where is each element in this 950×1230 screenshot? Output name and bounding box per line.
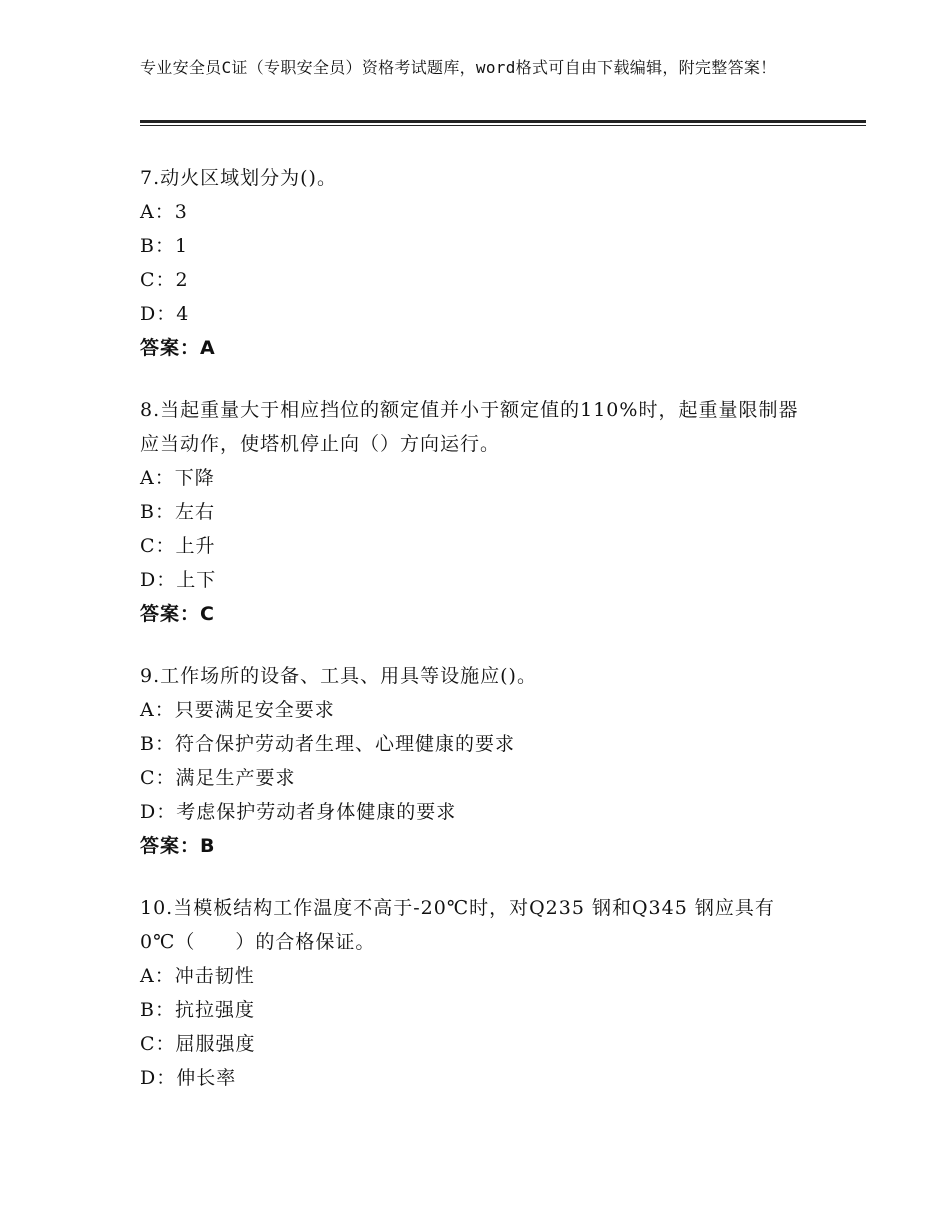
option-a: A：3 [140,201,188,223]
option-d: D：上下 [140,569,217,591]
header-divider-thin [140,125,866,126]
option-c: C：2 [140,269,189,291]
question-10 [140,891,810,1095]
option-c: C：上升 [140,535,216,557]
option-b: B：符合保护劳动者生理、心理健康的要求 [140,733,515,755]
answer-label: 答案：C [140,603,215,625]
question-list [140,161,810,1123]
option-d: D：伸长率 [140,1067,237,1089]
option-d: D：考虑保护劳动者身体健康的要求 [140,801,457,823]
question-stem: 8.当起重量大于相应挡位的额定值并小于额定值的110%时，起重量限制器应当动作，使塔机停止向（）方向运行。 [140,399,799,455]
option-b: B：抗拉强度 [140,999,255,1021]
question-7 [140,161,810,365]
option-c: C：屈服强度 [140,1033,256,1055]
question-stem: 9.工作场所的设备、工具、用具等设施应()。 [140,665,537,687]
option-c: C：满足生产要求 [140,767,296,789]
document-header: 专业安全员C证（专职安全员）资格考试题库，word格式可自由下载编辑，附完整答案！ [140,58,777,77]
option-b: B：左右 [140,501,215,523]
header-divider [140,120,866,123]
option-a: A：只要满足安全要求 [140,699,335,721]
answer-label: 答案：B [140,835,216,857]
option-a: A：冲击韧性 [140,965,255,987]
option-b: B：1 [140,235,189,257]
question-8 [140,393,810,631]
question-stem: 10.当模板结构工作温度不高于-20℃时，对Q235 钢和Q345 钢应具有0℃（ ）的合格保证。 [140,897,775,953]
question-stem: 7.动火区域划分为()。 [140,167,337,189]
option-d: D：4 [140,303,190,325]
option-a: A：下降 [140,467,215,489]
answer-label: 答案：A [140,337,216,359]
question-9 [140,659,810,863]
